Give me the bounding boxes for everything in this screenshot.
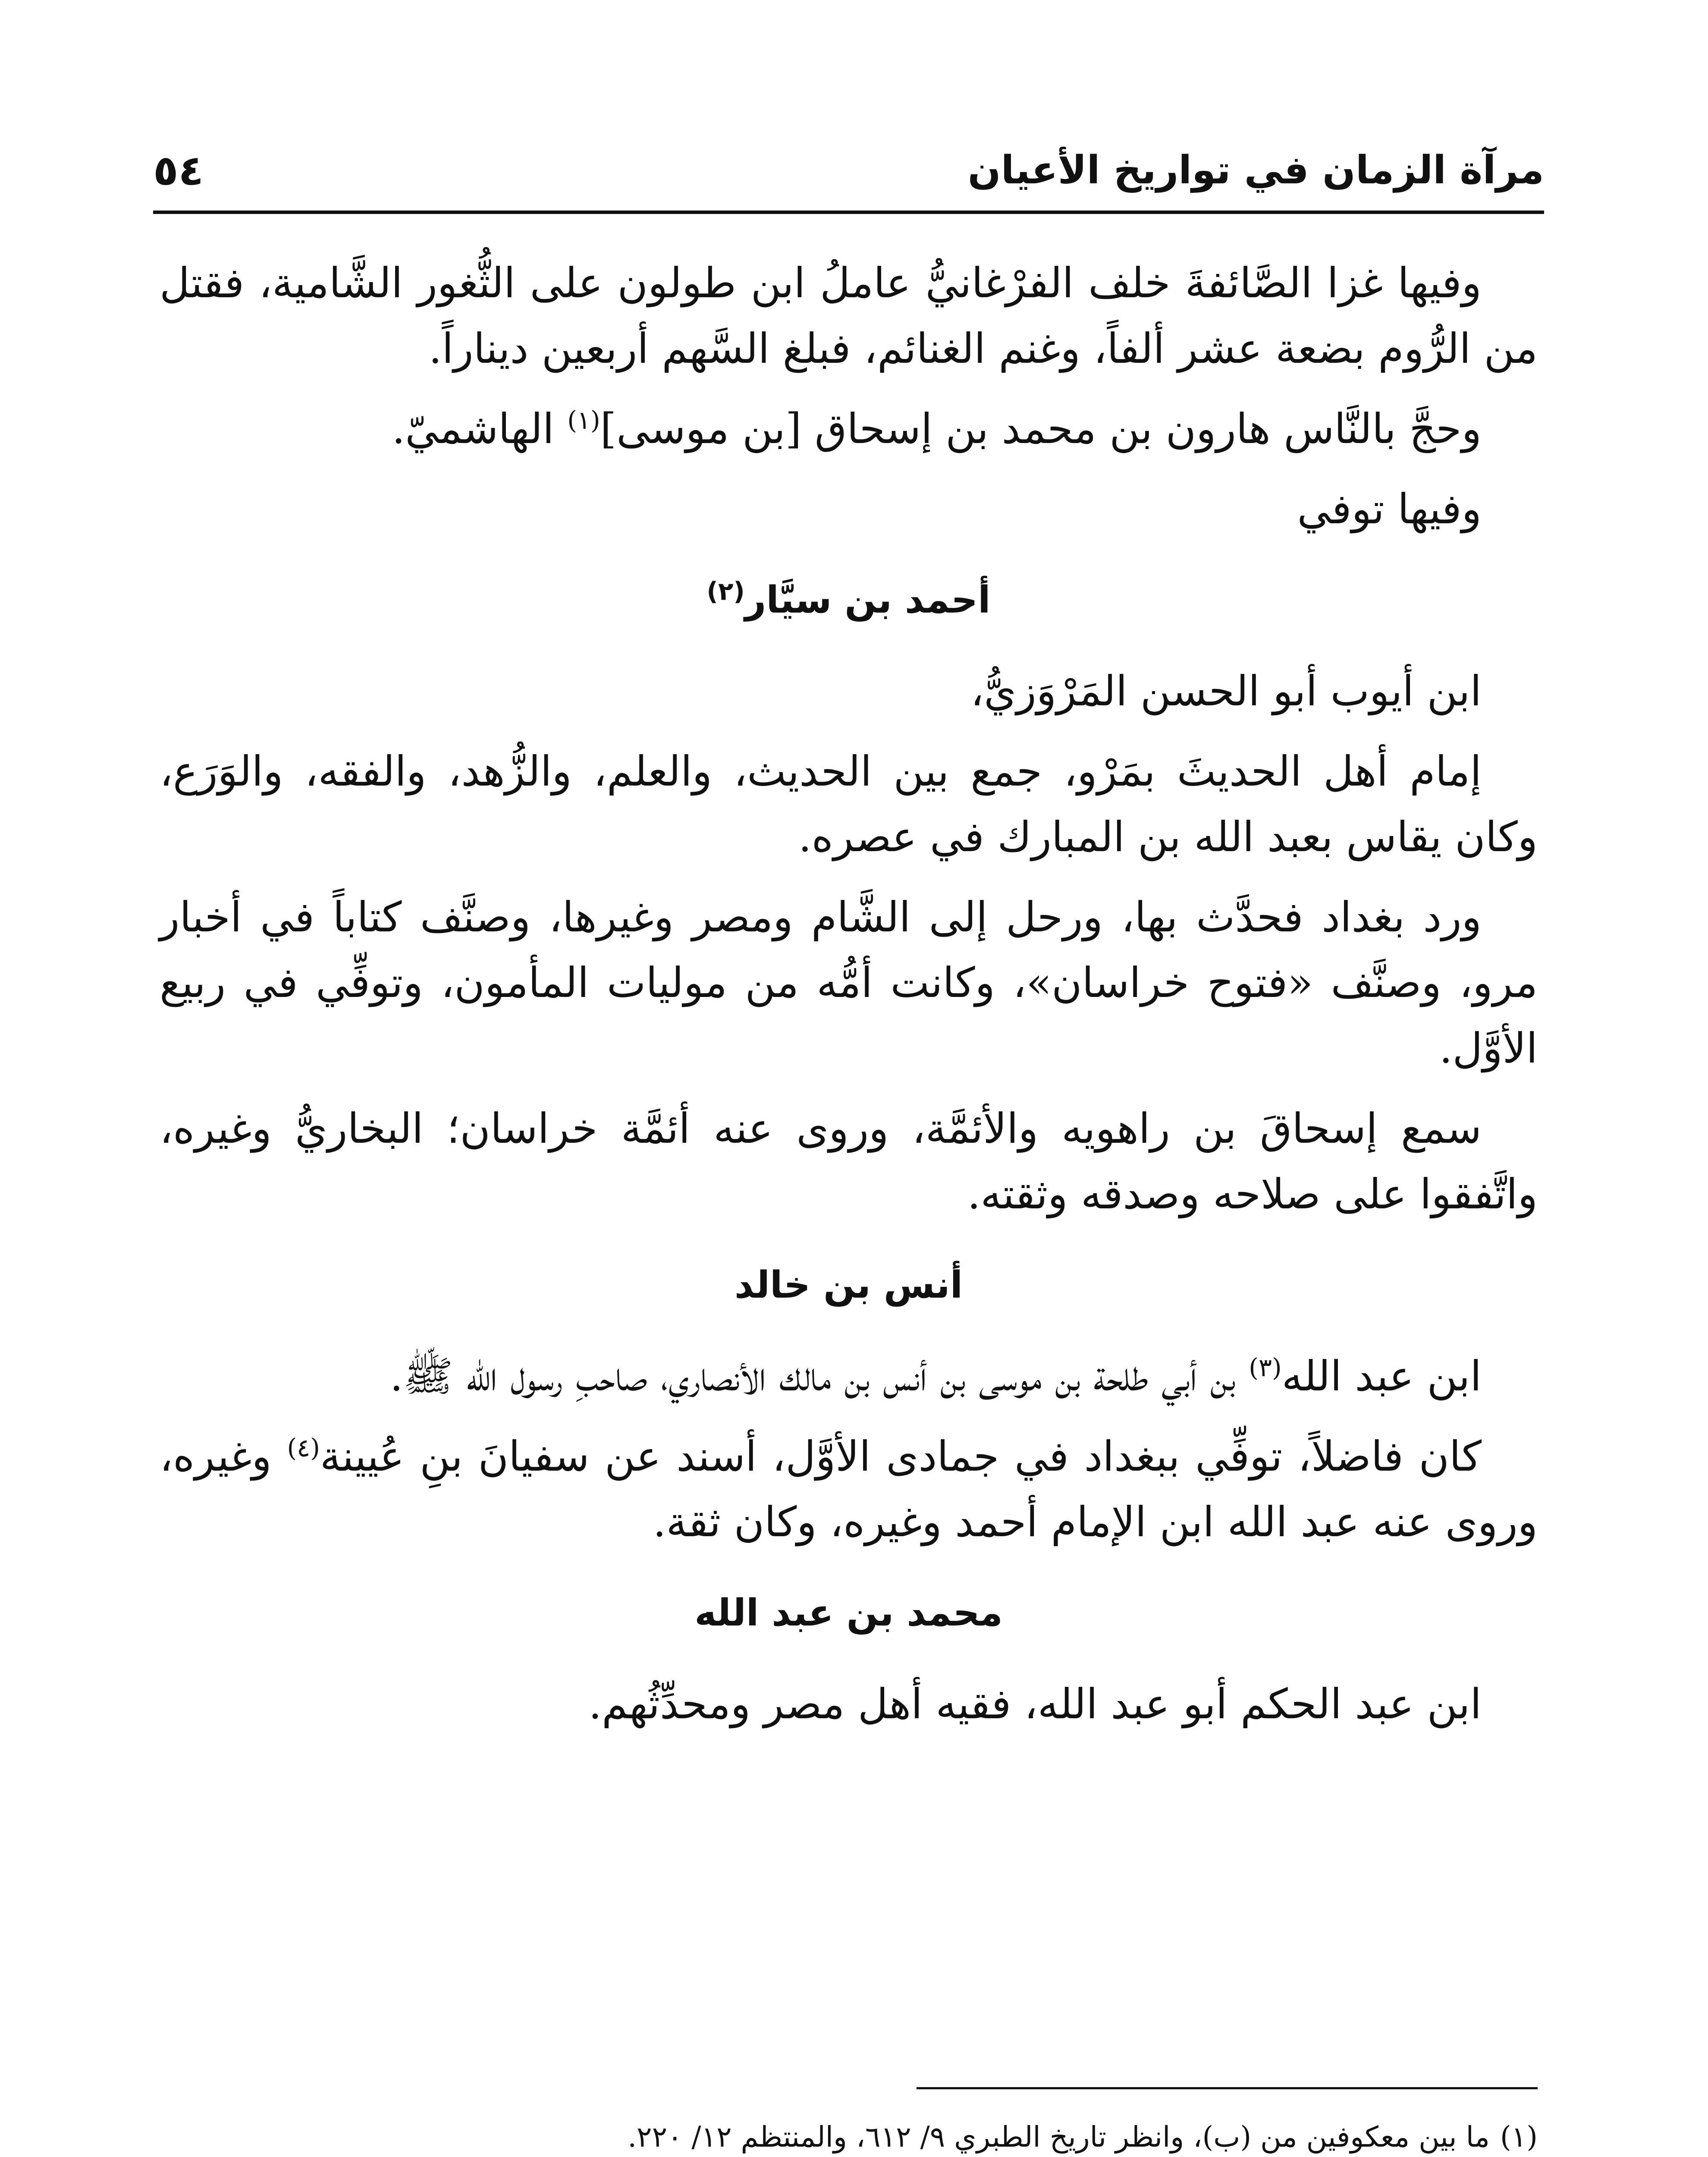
paragraph-ahmad-narration: سمع إسحاقَ بن راهويه والأئمَّة، وروى عنه أئمَّة خراسان؛ البخاريُّ وغيره، واتَّفقوا على صلاحه وصدقه وثقته. [160,1104,1538,1218]
heading-ahmad-text: أحمد بن سيَّار [744,579,991,622]
paragraph-muhammad-lineage: ابن عبد الحكم أبو عبد الله، فقيه أهل مصر ومحدِّثُهم. [588,1680,1482,1728]
footnote-rule [917,2087,1538,2089]
footnote-1-text: ما بين معكوفين من (ب)، وانظر تاريخ الطبري ٩/ ٦١٢، والمنتظم ١٢/ ٢٢٠. [628,2120,1490,2154]
footnote-1 [160,2112,1538,2157]
page-number: ٥٤ [153,146,204,195]
paragraph-anas-lineage-end: بن أبي طلحة بن موسى بن أنس بن مالك الأنصاري، صاحبِ رسول الله ﷺ. [390,1352,1249,1400]
footnotes [160,2112,1538,2157]
paragraph-anas-bio-end: وغيره، وروى عنه عبد الله ابن الإمام أحمد وغيره، وكان ثقة. [160,1432,1538,1546]
paragraph-anas-bio [160,1424,1538,1555]
paragraph-hajj-end: الهاشميّ. [392,405,568,453]
paragraph-anas-lineage-text: ابن عبد الله [1281,1352,1482,1400]
paragraph-ahmad-travel: ورد بغداد فحدَّث بها، ورحل إلى الشَّام ومصر وغيرها، وصنَّف كتاباً في أخبار مرو، وصنَّف «فتوح خراسان»، وكانت أمُّه من موليات المأمون، وتوفِّي في ربيع الأوَّل. [160,893,1538,1072]
paragraph-anas-lineage [160,1343,1538,1409]
paragraph-raid: وفيها غزا الصَّائفةَ خلف الفرْغانيُّ عاملُ ابن طولون على الثُّغور الشَّامية، فقتل من الرُّوم بضعة عشر ألفاً، وغنم الغنائم، فبلغ السَّهم أربعين ديناراً. [160,259,1538,373]
paragraph-ahmad-imam: إمام أهل الحديثَ بمَرْو، جمع بين الحديث، والعلم، والزُّهد، والفقه، والوَرَع، وكان يقاس بعبد الله بن المبارك في عصره. [160,747,1538,861]
footnote-marker-4[interactable]: (٤) [287,1433,320,1462]
heading-ahmad-ibn-sayyar [160,572,1538,628]
paragraph-ahmad-lineage: ابن أيوب أبو الحسن المَرْوَزيُّ، [970,667,1482,715]
running-header [153,129,1544,198]
paragraph-hajj-text: وحجَّ بالنَّاس هارون بن محمد بن إسحاق [بن موسى] [600,405,1482,453]
main-text [160,250,1538,1751]
heading-muhammad-ibn-abdullah: محمد بن عبد الله [694,1591,1003,1635]
footnote-marker-2[interactable]: (٢) [706,576,745,606]
paragraph-anas-bio-text: كان فاضلاً، توفِّي ببغداد في جمادى الأوَّل، أسند عن سفيانَ بنِ عُيينة [320,1432,1482,1481]
paragraph-hajj [160,396,1538,462]
footnote-1-number: (١) [1500,2120,1538,2154]
footnote-marker-3[interactable]: (٣) [1249,1353,1282,1382]
header-rule [153,211,1544,214]
book-title: مرآة الزمان في تواريخ الأعيان [967,148,1544,193]
footnote-marker-1[interactable]: (١) [567,406,600,435]
paragraph-deaths-intro: وفيها توفي [1297,485,1482,533]
heading-anas-ibn-khalid: أنس بن خالد [734,1264,963,1307]
